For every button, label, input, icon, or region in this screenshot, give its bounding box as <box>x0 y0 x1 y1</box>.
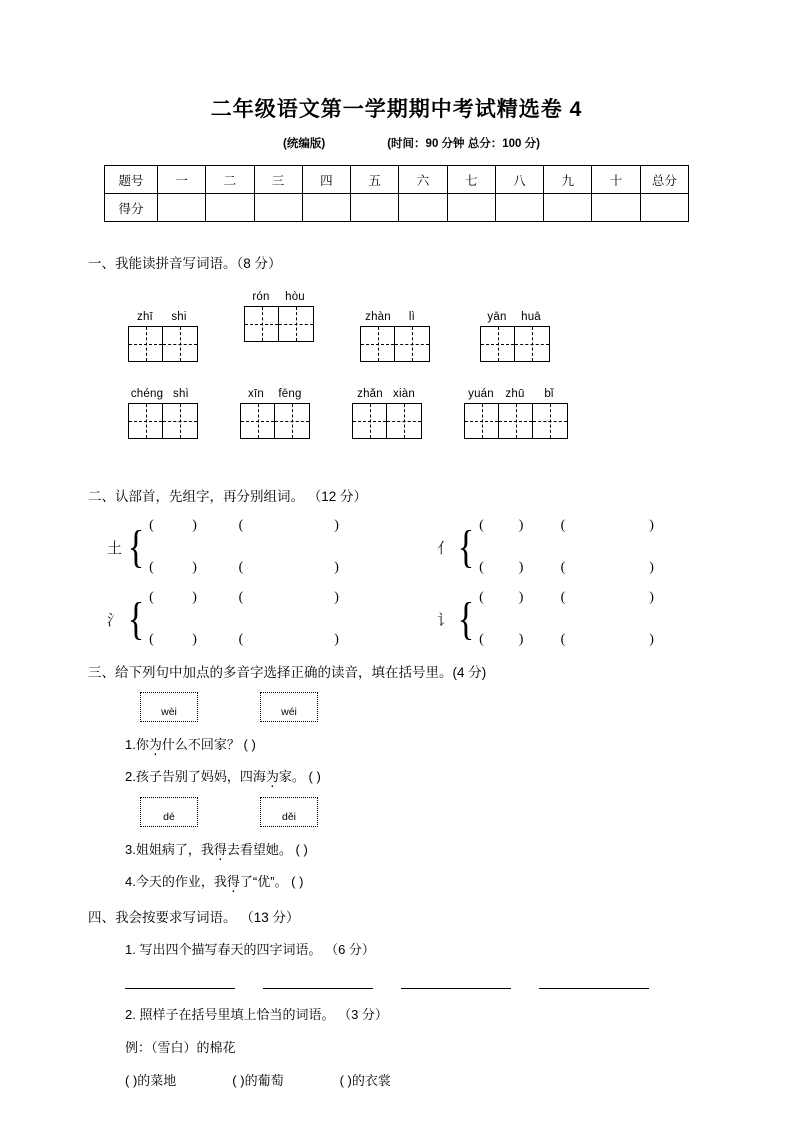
fill-item-1 <box>125 1070 176 1089</box>
tianzige-grid[interactable] <box>360 326 430 362</box>
tianzige-cell[interactable] <box>395 327 429 361</box>
tianzige-grid[interactable] <box>464 403 568 439</box>
answer-blank[interactable] <box>539 987 649 989</box>
answer-paren[interactable]: ( ) <box>232 1073 245 1089</box>
tianzige-grid[interactable] <box>128 403 198 439</box>
question-text-b: 去看望她。 <box>226 842 292 858</box>
score-cell-3[interactable] <box>254 194 302 222</box>
pinyin-syllable: zhàn <box>365 311 391 324</box>
question-number: 2. <box>125 769 136 785</box>
pinyin-syllable: xīn <box>248 388 264 401</box>
question-text-a: 孩子告别了妈妈，四海 <box>135 769 266 785</box>
pinyin-label-1-4 <box>480 309 550 326</box>
polyphone-char: 为 <box>265 769 279 785</box>
title-subline <box>0 135 793 151</box>
question-text-b: 家。 <box>278 769 305 785</box>
answer-paren[interactable]: ( ) <box>238 632 339 648</box>
pinyin-option-box[interactable]: dé <box>140 797 198 827</box>
pinyin-group-2-2 <box>240 386 310 439</box>
tianzige-cell[interactable] <box>279 307 313 341</box>
section-four-heading: 四、我会按要求写词语。 （13 分） <box>88 910 300 926</box>
brace-icon: { <box>127 521 145 573</box>
answer-paren[interactable]: ( ) <box>291 874 304 890</box>
pinyin-syllable: chéng <box>130 388 164 401</box>
tianzige-cell[interactable] <box>163 404 197 438</box>
row-label-question-number: 题号 <box>105 166 158 194</box>
question-3-2 <box>125 766 793 785</box>
score-col-header-total: 总分 <box>640 166 688 194</box>
pinyin-label-1-3 <box>360 309 430 326</box>
section-four <box>0 906 793 1089</box>
polyphone-char: 为 <box>148 737 162 753</box>
tianzige-cell[interactable] <box>387 404 421 438</box>
answer-paren-rows <box>479 519 701 575</box>
tianzige-cell[interactable] <box>353 404 387 438</box>
pinyin-syllable: zhū <box>505 388 525 401</box>
pinyin-label-1-1 <box>128 309 198 326</box>
pinyin-choice-boxes-2 <box>140 797 793 827</box>
answer-paren[interactable]: ( ) <box>149 632 197 648</box>
pinyin-syllable: zhī <box>137 311 153 324</box>
pinyin-syllable: lì <box>408 311 416 324</box>
tianzige-cell[interactable] <box>515 327 549 361</box>
answer-paren-rows <box>149 591 389 647</box>
answer-paren-rows <box>479 591 701 647</box>
radical-char-earth: 土 <box>106 539 122 557</box>
tianzige-grid[interactable] <box>244 306 314 342</box>
tianzige-cell[interactable] <box>275 404 309 438</box>
pinyin-syllable: yān <box>487 311 507 324</box>
answer-paren[interactable]: ( ) <box>295 842 308 858</box>
answer-paren[interactable]: ( ) <box>479 632 524 648</box>
score-col-header-5: 五 <box>351 166 399 194</box>
score-cell-4[interactable] <box>302 194 350 222</box>
radical-word-block-row-2 <box>100 591 793 647</box>
question-number: 3. <box>125 842 136 858</box>
table-row-question-numbers <box>105 166 689 194</box>
brace-icon: { <box>457 521 475 573</box>
score-cell-10[interactable] <box>592 194 640 222</box>
question-3-4 <box>125 871 793 890</box>
pinyin-option-box[interactable]: děi <box>260 797 318 827</box>
answer-paren[interactable]: ( ) <box>238 518 339 534</box>
tianzige-cell[interactable] <box>245 307 279 341</box>
score-table-wrapper <box>104 165 689 222</box>
table-row <box>149 591 389 605</box>
score-table <box>104 165 689 222</box>
section-two-heading: 二、认部首，先组字，再分别组词。 （12 分） <box>88 489 368 505</box>
score-col-header-7: 七 <box>447 166 495 194</box>
fill-suffix: 的衣裳 <box>351 1073 391 1089</box>
radical-char-water: 氵 <box>106 611 122 629</box>
section-one <box>0 252 793 439</box>
question-3-3 <box>125 839 793 858</box>
pinyin-syllable: bǐ <box>544 388 554 401</box>
tianzige-cell[interactable] <box>481 327 515 361</box>
answer-paren[interactable]: ( ) <box>560 560 654 576</box>
tianzige-cell[interactable] <box>241 404 275 438</box>
tianzige-cell[interactable] <box>361 327 395 361</box>
pinyin-syllable: rón <box>252 291 270 304</box>
answer-paren[interactable]: ( ) <box>479 590 524 606</box>
pinyin-syllable: shi <box>171 311 187 324</box>
question-text-a: 姐姐病了，我 <box>135 842 214 858</box>
polyphone-char: 得 <box>226 874 240 890</box>
tianzige-grid[interactable] <box>128 326 198 362</box>
pinyin-syllable: zhǎn <box>357 388 383 401</box>
score-cell-9[interactable] <box>544 194 592 222</box>
question-text-a: 今天的作业，我 <box>135 874 227 890</box>
brace-icon: { <box>457 593 475 645</box>
answer-paren[interactable]: ( ) <box>560 632 654 648</box>
pinyin-syllable: shì <box>173 388 189 401</box>
radical-word-block-row-1 <box>100 519 793 575</box>
pinyin-syllable: fēng <box>278 388 302 401</box>
table-row <box>479 519 701 533</box>
answer-paren[interactable]: ( ) <box>560 518 654 534</box>
score-col-header-10: 十 <box>592 166 640 194</box>
pinyin-group-2-4 <box>464 386 568 439</box>
answer-blank[interactable] <box>401 987 511 989</box>
pinyin-label-2-4 <box>464 386 568 403</box>
pinyin-syllable: xiàn <box>393 388 415 401</box>
pinyin-label-1-2 <box>244 289 314 306</box>
tianzige-grid[interactable] <box>352 403 422 439</box>
fill-suffix: 的葡萄 <box>244 1073 284 1089</box>
pinyin-group-2-1 <box>128 386 198 439</box>
pinyin-writing-row-2 <box>128 386 793 439</box>
section-one-heading: 一、我能读拼音写词语。（8 分） <box>88 256 282 272</box>
section-four-example: 例：（雪白）的棉花 <box>125 1040 236 1056</box>
pinyin-writing-row-1 <box>128 289 793 362</box>
score-cell-6[interactable] <box>399 194 447 222</box>
answer-blank[interactable] <box>125 987 235 989</box>
edition-label: (统编版) <box>283 138 326 151</box>
pinyin-group-1-4 <box>480 309 550 362</box>
answer-paren[interactable]: ( ) <box>479 560 524 576</box>
table-row <box>479 591 701 605</box>
tianzige-cell[interactable] <box>533 404 567 438</box>
answer-paren[interactable]: ( ) <box>149 518 197 534</box>
page-title: 二年级语文第一学期期中考试精选卷 4 <box>210 98 583 121</box>
answer-paren[interactable]: ( ) <box>339 1073 352 1089</box>
answer-paren[interactable]: ( ) <box>479 518 524 534</box>
tianzige-cell[interactable] <box>129 404 163 438</box>
score-col-header-4: 四 <box>302 166 350 194</box>
answer-paren[interactable]: ( ) <box>149 560 197 576</box>
pinyin-syllable: hòu <box>285 291 305 304</box>
pinyin-label-2-2 <box>240 386 310 403</box>
section-three <box>0 661 793 890</box>
score-col-header-9: 九 <box>544 166 592 194</box>
question-number: 1. <box>125 737 136 753</box>
answer-paren[interactable]: ( ) <box>125 1073 138 1089</box>
score-col-header-1: 一 <box>158 166 206 194</box>
table-row <box>149 561 389 575</box>
answer-paren[interactable]: ( ) <box>238 590 339 606</box>
fill-item-2 <box>232 1070 283 1089</box>
brace-icon: { <box>127 593 145 645</box>
fill-item-3 <box>340 1070 391 1089</box>
fill-suffix: 的菜地 <box>137 1073 177 1089</box>
score-cell-8[interactable] <box>495 194 543 222</box>
table-row <box>479 633 701 647</box>
section-two <box>0 485 793 647</box>
tianzige-grid[interactable] <box>240 403 310 439</box>
section-four-sub-1: 1. 写出四个描写春天的四字词语。 （6 分） <box>125 942 375 958</box>
score-col-header-8: 八 <box>495 166 543 194</box>
question-3-1 <box>125 734 793 753</box>
radical-group-4 <box>430 591 701 647</box>
time-total-label: (时间：90 分钟 总分：100 分) <box>387 138 540 151</box>
radical-group-1 <box>100 519 430 575</box>
radical-char-speech: 讠 <box>436 611 452 629</box>
pinyin-group-1-1 <box>128 309 198 362</box>
question-text-a: 你 <box>135 737 149 753</box>
score-col-header-2: 二 <box>206 166 254 194</box>
pinyin-label-2-3 <box>352 386 422 403</box>
score-col-header-3: 三 <box>254 166 302 194</box>
tianzige-cell[interactable] <box>465 404 499 438</box>
pinyin-group-2-3 <box>352 386 422 439</box>
tianzige-cell[interactable] <box>499 404 533 438</box>
pinyin-group-1-2 <box>244 289 314 342</box>
score-cell-2[interactable] <box>206 194 254 222</box>
answer-paren[interactable]: ( ) <box>149 590 197 606</box>
radical-char-person: 亻 <box>436 539 452 557</box>
radical-group-3 <box>100 591 430 647</box>
score-cell-5[interactable] <box>351 194 399 222</box>
score-cell-7[interactable] <box>447 194 495 222</box>
pinyin-label-2-1 <box>128 386 198 403</box>
score-cell-1[interactable] <box>158 194 206 222</box>
row-label-score: 得分 <box>105 194 158 222</box>
tianzige-cell[interactable] <box>163 327 197 361</box>
answer-paren[interactable]: ( ) <box>308 769 321 785</box>
answer-blank[interactable] <box>263 987 373 989</box>
section-three-heading: 三、给下列句中加点的多音字选择正确的读音，填在括号里。(4 分) <box>88 665 487 681</box>
answer-paren[interactable]: ( ) <box>238 560 339 576</box>
tianzige-grid[interactable] <box>480 326 550 362</box>
tianzige-cell[interactable] <box>129 327 163 361</box>
table-row <box>149 519 389 533</box>
pinyin-option-box[interactable]: wèi <box>140 692 198 722</box>
answer-paren[interactable]: ( ) <box>560 590 654 606</box>
question-text-b: 了“优”。 <box>239 874 288 890</box>
question-text-b: 什么不回家？ <box>161 737 240 753</box>
pinyin-group-1-3 <box>360 309 430 362</box>
pinyin-syllable: huā <box>521 311 541 324</box>
pinyin-option-box[interactable]: wéi <box>260 692 318 722</box>
table-row <box>149 633 389 647</box>
section-four-sub-2: 2. 照样子在括号里填上恰当的词语。 （3 分） <box>125 1007 388 1023</box>
pinyin-choice-boxes-1 <box>140 692 793 722</box>
fill-in-row <box>125 1070 793 1089</box>
radical-group-2 <box>430 519 701 575</box>
question-number: 4. <box>125 874 136 890</box>
pinyin-syllable: yuán <box>468 388 494 401</box>
score-cell-total[interactable] <box>640 194 688 222</box>
answer-blank-row <box>125 987 793 989</box>
answer-paren-rows <box>149 519 389 575</box>
answer-paren[interactable]: ( ) <box>243 737 256 753</box>
table-row <box>479 561 701 575</box>
score-col-header-6: 六 <box>399 166 447 194</box>
polyphone-char: 得 <box>213 842 227 858</box>
table-row-scores <box>105 194 689 222</box>
